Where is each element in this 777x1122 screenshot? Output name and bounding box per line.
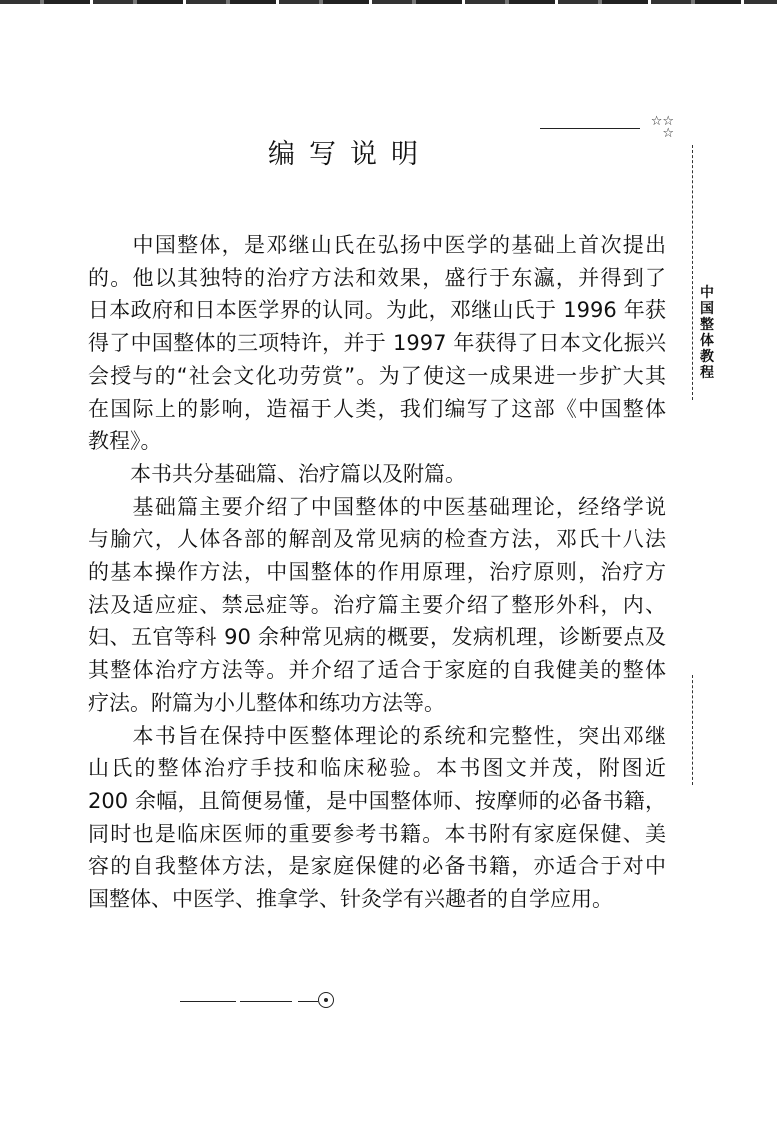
star-ornament-icon: ☆☆ ☆ [650,114,674,141]
footer-rule [240,1001,292,1002]
side-running-title: 中 国 整 体 教 程 [700,285,714,381]
footer-rule [180,1001,236,1002]
text-line: 教程》。 [88,429,162,454]
text-line: 本书共分基础篇、治疗篇以及附篇。 [88,461,466,486]
text-line: 其整体治疗方法等。并介绍了适合于家庭的自我健美的整体 [88,658,666,683]
text-line: 法及适应症、禁忌症等。治疗篇主要介绍了整形外科，内、 [88,592,666,617]
circled-dot-icon [318,992,334,1008]
text-line: 日本政府和日本医学界的认同。为此，邓继山氏于 1996 年获 [88,298,666,323]
text-line: 国整体、中医学、推拿学、针灸学有兴趣者的自学应用。 [88,887,613,911]
text-line: 得了中国整体的三项特许，并于 1997 年获得了日本文化振兴 [88,331,666,356]
text-line: 本书旨在保持中医整体理论的系统和完整性，突出邓继 [88,723,666,748]
header-rule [540,128,640,129]
page-title: 编写说明 [268,139,432,170]
margin-divider [692,145,693,400]
text-line: 中国整体，是邓继山氏在弘扬中医学的基础上首次提出 [88,233,666,257]
text-line: 在国际上的影响，造福于人类，我们编写了这部《中国整体 [88,396,666,421]
text-line: 妇、五官等科 90 余种常见病的概要，发病机理，诊断要点及 [88,625,666,650]
margin-divider [692,675,693,785]
text-line: 与腧穴，人体各部的解剖及常见病的检查方法，邓氏十八法 [88,527,666,552]
text-line: 山氏的整体治疗手技和临床秘验。本书图文并茂，附图近 [88,756,666,781]
text-line: 的。他以其独特的治疗方法和效果，盛行于东瀛，并得到了 [88,265,666,290]
footer-rule [298,1001,318,1002]
text-line: 会授与的“社会文化功劳赏”。为了使这一成果进一步扩大其 [88,363,666,388]
scan-edge-artifact [0,0,777,4]
text-line: 的基本操作方法，中国整体的作用原理，治疗原则，治疗方 [88,560,666,584]
text-line: 疗法。附篇为小儿整体和练功方法等。 [88,690,445,715]
text-line: 容的自我整体方法，是家庭保健的必备书籍，亦适合于对中 [88,854,666,879]
text-line: 同时也是临床医师的重要参考书籍。本书附有家庭保健、美 [88,821,666,846]
text-line: 基础篇主要介绍了中国整体的中医基础理论，经络学说 [88,494,666,519]
text-line: 200 余幅，且简便易懂，是中国整体师、按摩师的必备书籍， [88,788,666,813]
